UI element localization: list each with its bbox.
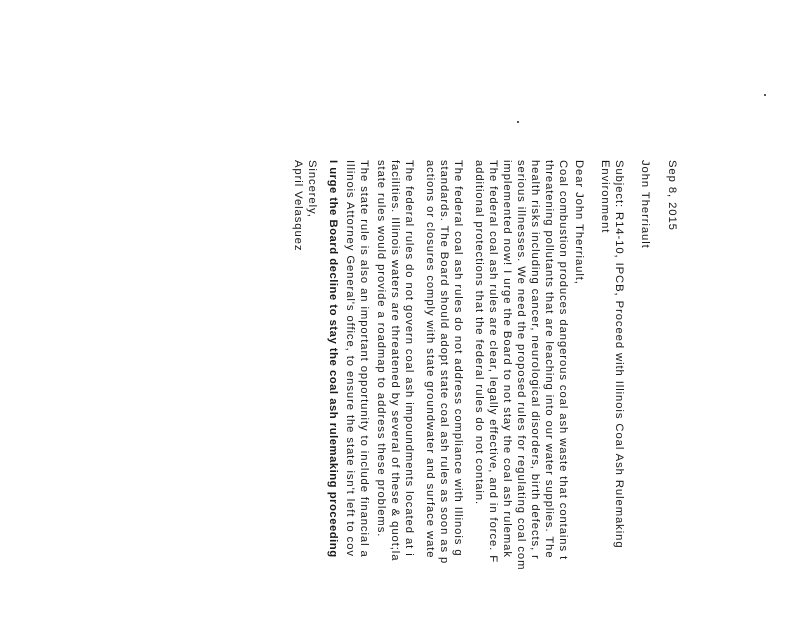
body-line: implemented now! I urge the Board to not stay the coal ash rulemak bbox=[501, 160, 513, 558]
body-line: Illinois Attorney General's office, to ensure the state isn't left to cov bbox=[344, 160, 356, 557]
body-line: Coal combustion produces dangerous coal ash waste that contains t bbox=[557, 160, 569, 561]
subject-line: Environment bbox=[599, 160, 611, 234]
body-line: actions or closures comply with state groundwater and surface wate bbox=[424, 160, 436, 559]
scan-speck bbox=[517, 121, 519, 123]
body-line: facilities. Illinois waters are threatened by several of these & quot;la bbox=[389, 160, 401, 562]
body-line: The federal coal ash rules do not address compliance with Illinois g bbox=[452, 160, 464, 557]
recipient-name: John Therriault bbox=[639, 160, 651, 249]
body-line: additional protections that the federal rules do not contain. bbox=[473, 160, 485, 506]
body-line: health risks including cancer, neurological disorders, birth defects, r bbox=[529, 160, 541, 560]
body-line: The federal rules do not govern coal ash impoundments located at i bbox=[403, 160, 415, 557]
salutation: Dear John Therriault, bbox=[573, 160, 585, 285]
body-line: The federal coal ash rules are clear, legally effective, and in force. F bbox=[487, 160, 499, 564]
signature-name: April Velasquez bbox=[292, 160, 304, 252]
closing: Sincerely, bbox=[306, 160, 318, 218]
body-line: The state rule is also an important opportunity to include financial a bbox=[358, 160, 370, 558]
subject-line: Subject: R14-10, IPCB, Proceed with Illinois Coal Ash Rulemaking bbox=[613, 160, 625, 549]
body-line: serious illnesses. We need the proposed rules for regulating coal com bbox=[515, 160, 527, 571]
body-line: standards. The Board should adopt state coal ash rules as soon as p bbox=[438, 160, 450, 565]
body-line: state rules would provide a roadmap to address these problems. bbox=[375, 160, 387, 538]
body-line: threatening pollutants that are leaching into our water supplies. The bbox=[543, 160, 555, 559]
body-line: I urge the Board decline to stay the coal ash rulemaking proceeding bbox=[327, 160, 339, 558]
scan-speck bbox=[764, 94, 766, 96]
letter-date: Sep 8, 2015 bbox=[666, 160, 678, 231]
